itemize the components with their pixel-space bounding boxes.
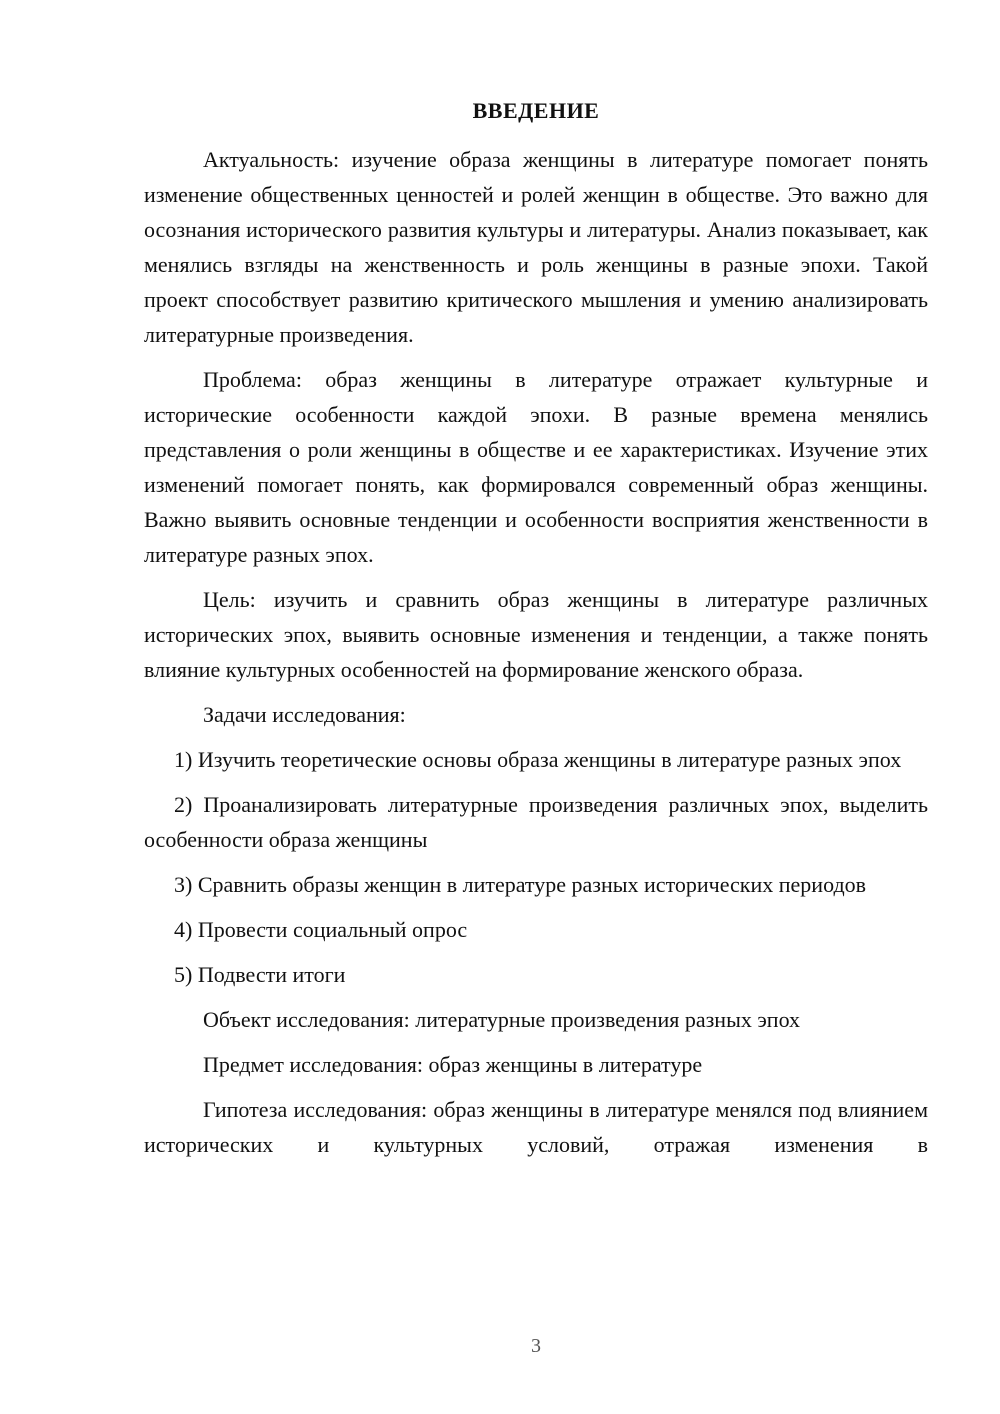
problem-paragraph: Проблема: образ женщины в литературе отражает культурные и исторические особенности каждой эпохи. В разные времена менялись представления о роли женщины в обществе и ее характеристиках. Изучение этих изменений помогает понять, как формировался современный образ женщины. Важно выявить основные тенденции и особенности восприятия женственности в литературе разных эпох. (144, 367, 928, 567)
task-item-5: 5) Подвести итоги (174, 962, 346, 987)
hypothesis-paragraph: Гипотеза исследования: образ женщины в литературе менялся под влиянием исторических и культурных условий, отражая изменения в (144, 1097, 928, 1157)
section-heading: ВВЕДЕНИЕ (472, 98, 600, 123)
task-item-3: 3) Сравнить образы женщин в литературе разных исторических периодов (174, 872, 867, 897)
goal-paragraph: Цель: изучить и сравнить образ женщины в литературе различных исторических эпох, выявить основные изменения и тенденции, а также понять влияние культурных особенностей на формирование женского образа. (144, 587, 928, 682)
tasks-intro: Задачи исследования: (203, 702, 406, 727)
research-subject: Предмет исследования: образ женщины в литературе (203, 1052, 703, 1077)
research-object: Объект исследования: литературные произведения разных эпох (203, 1007, 801, 1032)
task-item-4: 4) Провести социальный опрос (174, 917, 468, 942)
task-item-1: 1) Изучить теоретические основы образа женщины в литературе разных эпох (174, 747, 902, 772)
task-item-2: 2) Проанализировать литературные произведения различных эпох, выделить особенности образа женщины (144, 792, 928, 852)
document-body (144, 142, 928, 1172)
relevance-paragraph: Актуальность: изучение образа женщины в литературе помогает понять изменение общественных ценностей и ролей женщин в обществе. Это важно для осознания исторического развития культуры и литературы. Анализ показывает, как менялись взгляды на женственность и роль женщины в разные эпохи. Такой проект способствует развитию критического мышления и умению анализировать литературные произведения. (144, 147, 928, 347)
page-number: 3 (531, 1335, 541, 1357)
